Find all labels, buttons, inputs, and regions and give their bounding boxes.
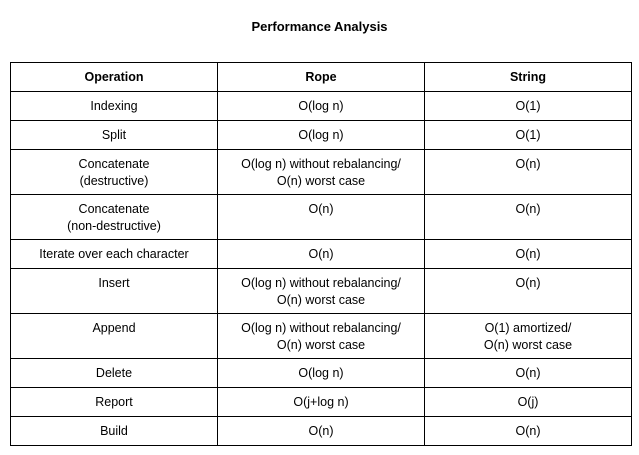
rope-cell [218,314,425,359]
cell-line: O(j+log n) [293,395,349,409]
cell-line: O(log n) without rebalancing/ [241,276,401,290]
cell-line: Concatenate [78,157,150,171]
operation-cell [11,417,218,446]
table-row [11,150,632,195]
page-title: Performance Analysis [251,19,388,34]
cell-line: O(log n) [298,128,344,142]
cell-line: O(log n) [298,99,344,113]
cell-line: (non-destructive) [67,218,161,233]
cell-line: Indexing [90,99,138,113]
cell-line: O(n) [515,276,541,290]
operation-cell [11,150,218,195]
operation-cell [11,195,218,240]
table-row [11,417,632,446]
cell-line: O(n) [515,424,541,438]
performance-table [10,62,632,446]
cell-line: O(n) worst case [276,292,366,307]
operation-cell [11,121,218,150]
string-cell [425,417,632,446]
cell-line: O(n) worst case [276,173,366,188]
header-rope: Rope [218,63,425,92]
cell-line: O(n) worst case [483,337,573,352]
table-row [11,195,632,240]
rope-cell [218,388,425,417]
string-cell [425,359,632,388]
operation-cell [11,92,218,121]
string-cell [425,388,632,417]
cell-line: O(log n) without rebalancing/ [241,157,401,171]
table-row [11,388,632,417]
cell-line: O(n) [515,202,541,216]
rope-cell [218,92,425,121]
table-row [11,314,632,359]
table-header-row [11,63,632,92]
cell-line: O(n) [515,366,541,380]
cell-line: O(1) amortized/ [484,321,572,335]
table-row [11,240,632,269]
cell-line: Build [100,424,128,438]
operation-cell [11,359,218,388]
rope-cell [218,240,425,269]
table-row [11,121,632,150]
operation-cell [11,240,218,269]
string-cell [425,121,632,150]
rope-cell [218,195,425,240]
string-cell [425,240,632,269]
table-row [11,359,632,388]
cell-line: O(n) worst case [276,337,366,352]
string-cell [425,314,632,359]
string-cell [425,269,632,314]
cell-line: O(1) [515,99,541,113]
rope-cell [218,150,425,195]
cell-line: O(n) [515,247,541,261]
cell-line: (destructive) [79,173,149,188]
table-row [11,269,632,314]
cell-line: Concatenate [78,202,150,216]
header-operation: Operation [11,63,218,92]
header-string: String [425,63,632,92]
cell-line: Report [95,395,133,409]
rope-cell [218,269,425,314]
cell-line: O(n) [308,202,334,216]
cell-line: Split [101,128,127,142]
cell-line: Append [92,321,136,335]
cell-line: O(log n) [298,366,344,380]
cell-line: Delete [95,366,133,380]
rope-cell [218,359,425,388]
operation-cell [11,269,218,314]
string-cell [425,195,632,240]
cell-line: O(n) [515,157,541,171]
table-row [11,92,632,121]
rope-cell [218,417,425,446]
cell-line: Insert [98,276,130,290]
cell-line: O(n) [308,424,334,438]
rope-cell [218,121,425,150]
cell-line: O(1) [515,128,541,142]
string-cell [425,150,632,195]
cell-line: Iterate over each character [39,247,189,261]
cell-line: O(log n) without rebalancing/ [241,321,401,335]
string-cell [425,92,632,121]
operation-cell [11,314,218,359]
cell-line: O(n) [308,247,334,261]
cell-line: O(j) [517,395,539,409]
operation-cell [11,388,218,417]
